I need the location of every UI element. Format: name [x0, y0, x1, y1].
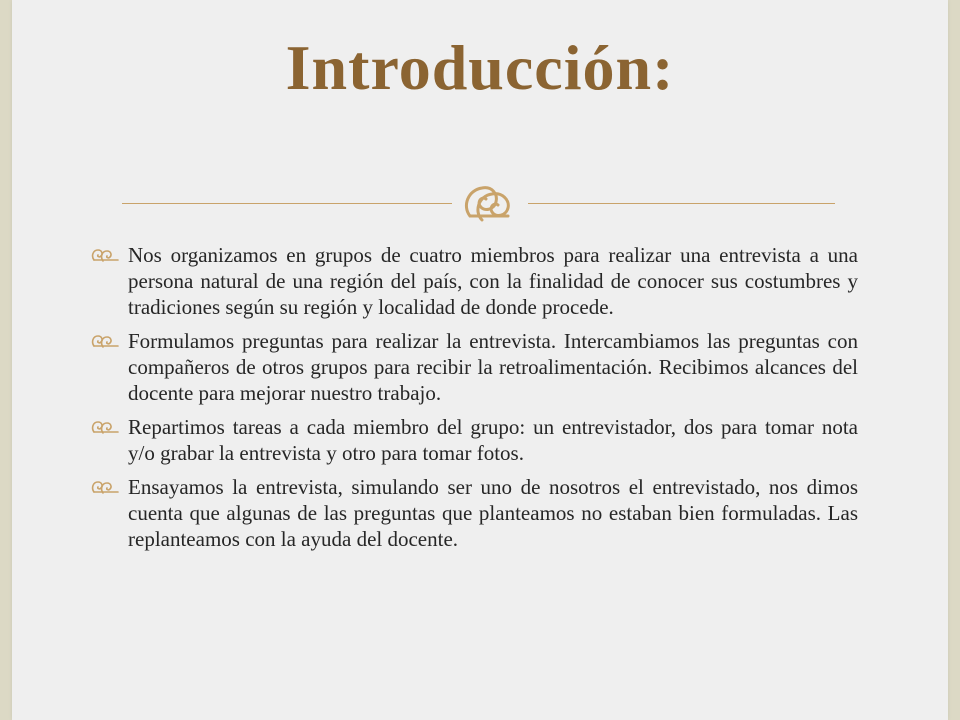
- bullet-text: Repartimos tareas a cada miembro del grupo: un entrevistador, dos para tomar nota y/o grabar la entrevista y otro para tomar fotos.: [128, 415, 858, 465]
- double-scroll-bullet-icon: [90, 478, 120, 496]
- bullet-text: Formulamos preguntas para realizar la entrevista. Intercambiamos las preguntas con compañeros de otros grupos para recibir la retroalimentación. Recibimos alcances del docente para mejorar nuestro trabajo.: [128, 329, 858, 405]
- slide: [12, 0, 948, 720]
- bullet-list: [90, 242, 858, 560]
- double-scroll-ornament-icon: [460, 176, 520, 228]
- bullet-item: [90, 242, 858, 320]
- bullet-item: [90, 328, 858, 406]
- title-divider-left: [122, 203, 452, 204]
- double-scroll-bullet-icon: [90, 332, 120, 350]
- double-scroll-bullet-icon: [90, 418, 120, 436]
- double-scroll-bullet-icon: [90, 246, 120, 264]
- bullet-text: Ensayamos la entrevista, simulando ser uno de nosotros el entrevistado, nos dimos cuenta que algunas de las preguntas que planteamos no estaban bien formuladas. Las replanteamos con la ayuda del docente.: [128, 475, 858, 551]
- bullet-item: [90, 414, 858, 466]
- title-divider-right: [528, 203, 835, 204]
- bullet-text: Nos organizamos en grupos de cuatro miembros para realizar una entrevista a una persona natural de una región del país, con la finalidad de conocer sus costumbres y tradiciones según su región y localidad de donde procede.: [128, 243, 858, 319]
- bullet-item: [90, 474, 858, 552]
- slide-title: Introducción:: [285, 32, 675, 103]
